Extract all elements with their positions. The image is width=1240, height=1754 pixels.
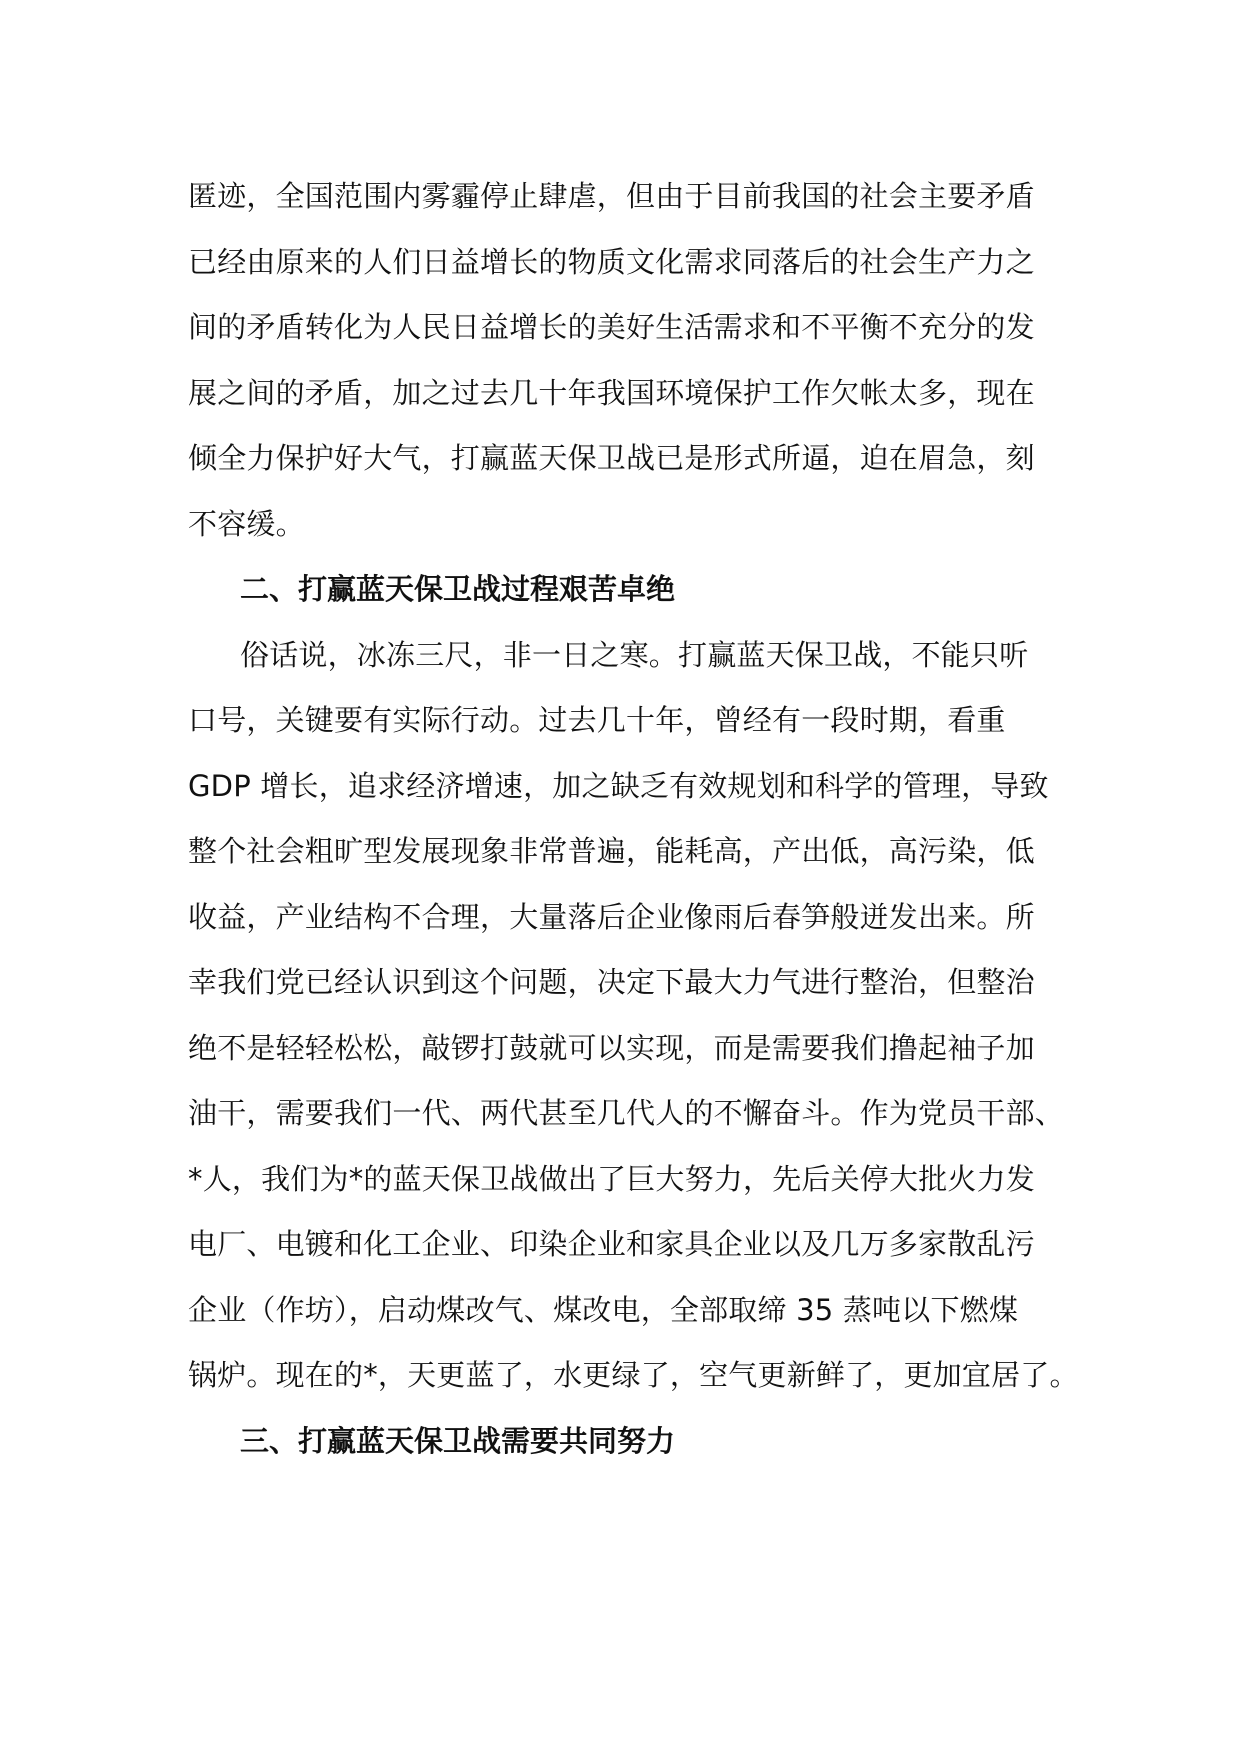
- paragraph-line: 展之间的矛盾，加之过去几十年我国环境保护工作欠帐太多，现在: [188, 375, 1035, 410]
- paragraph-line: 幸我们党已经认识到这个问题，决定下最大力气进行整治，但整治: [188, 965, 1035, 999]
- paragraph-line: 收益，产业结构不合理，大量落后企业像雨后春笋般迸发出来。所: [188, 899, 1035, 934]
- paragraph-line: 匿迹，全国范围内雾霾停止肆虐，但由于目前我国的社会主要矛盾: [188, 179, 1035, 213]
- section-heading-3: 三、打赢蓝天保卫战需要共同努力: [240, 1423, 676, 1458]
- paragraph-line: 电厂、电镀和化工企业、印染企业和家具企业以及几万多家散乱污: [188, 1227, 1035, 1261]
- paragraph-line: 油干，需要我们一代、两代甚至几代人的不懈奋斗。作为党员干部、: [188, 1096, 1065, 1130]
- paragraph-line: *人，我们为*的蓝天保卫战做出了巨大努力，先后关停大批火力发: [188, 1161, 1036, 1196]
- paragraph-line: 绝不是轻轻松松，敲锣打鼓就可以实现，而是需要我们撸起袖子加: [188, 1030, 1035, 1065]
- paragraph-2: [188, 623, 1079, 1409]
- paragraph-line: 锅炉。现在的*，天更蓝了，水更绿了，空气更新鲜了，更加宜居了。: [188, 1358, 1079, 1392]
- paragraph-line: 俗话说，冰冻三尺，非一日之寒。打赢蓝天保卫战，不能只听: [240, 637, 1029, 672]
- paragraph-line: 口号，关键要有实际行动。过去几十年，曾经有一段时期，看重: [188, 703, 1006, 737]
- paragraph-1: [188, 164, 1058, 557]
- section-heading-2: 二、打赢蓝天保卫战过程艰苦卓绝: [240, 572, 676, 606]
- paragraph-line: 整个社会粗旷型发展现象非常普遍，能耗高，产出低，高污染，低: [188, 834, 1035, 868]
- document-body: [188, 164, 1079, 1474]
- paragraph-line: 间的矛盾转化为人民日益增长的美好生活需求和不平衡不充分的发: [188, 310, 1035, 344]
- paragraph-line: 已经由原来的人们日益增长的物质文化需求同落后的社会生产力之: [188, 244, 1035, 279]
- paragraph-line: 不容缓。: [188, 506, 305, 541]
- paragraph-line: GDP 增长，追求经济增速，加之缺乏有效规划和科学的管理，导致: [188, 768, 1049, 803]
- paragraph-line: 倾全力保护好大气，打赢蓝天保卫战已是形式所逼，迫在眉急，刻: [188, 441, 1035, 475]
- paragraph-line: 企业（作坊），启动煤改气、煤改电，全部取缔 35 蒸吨以下燃煤: [188, 1292, 1019, 1327]
